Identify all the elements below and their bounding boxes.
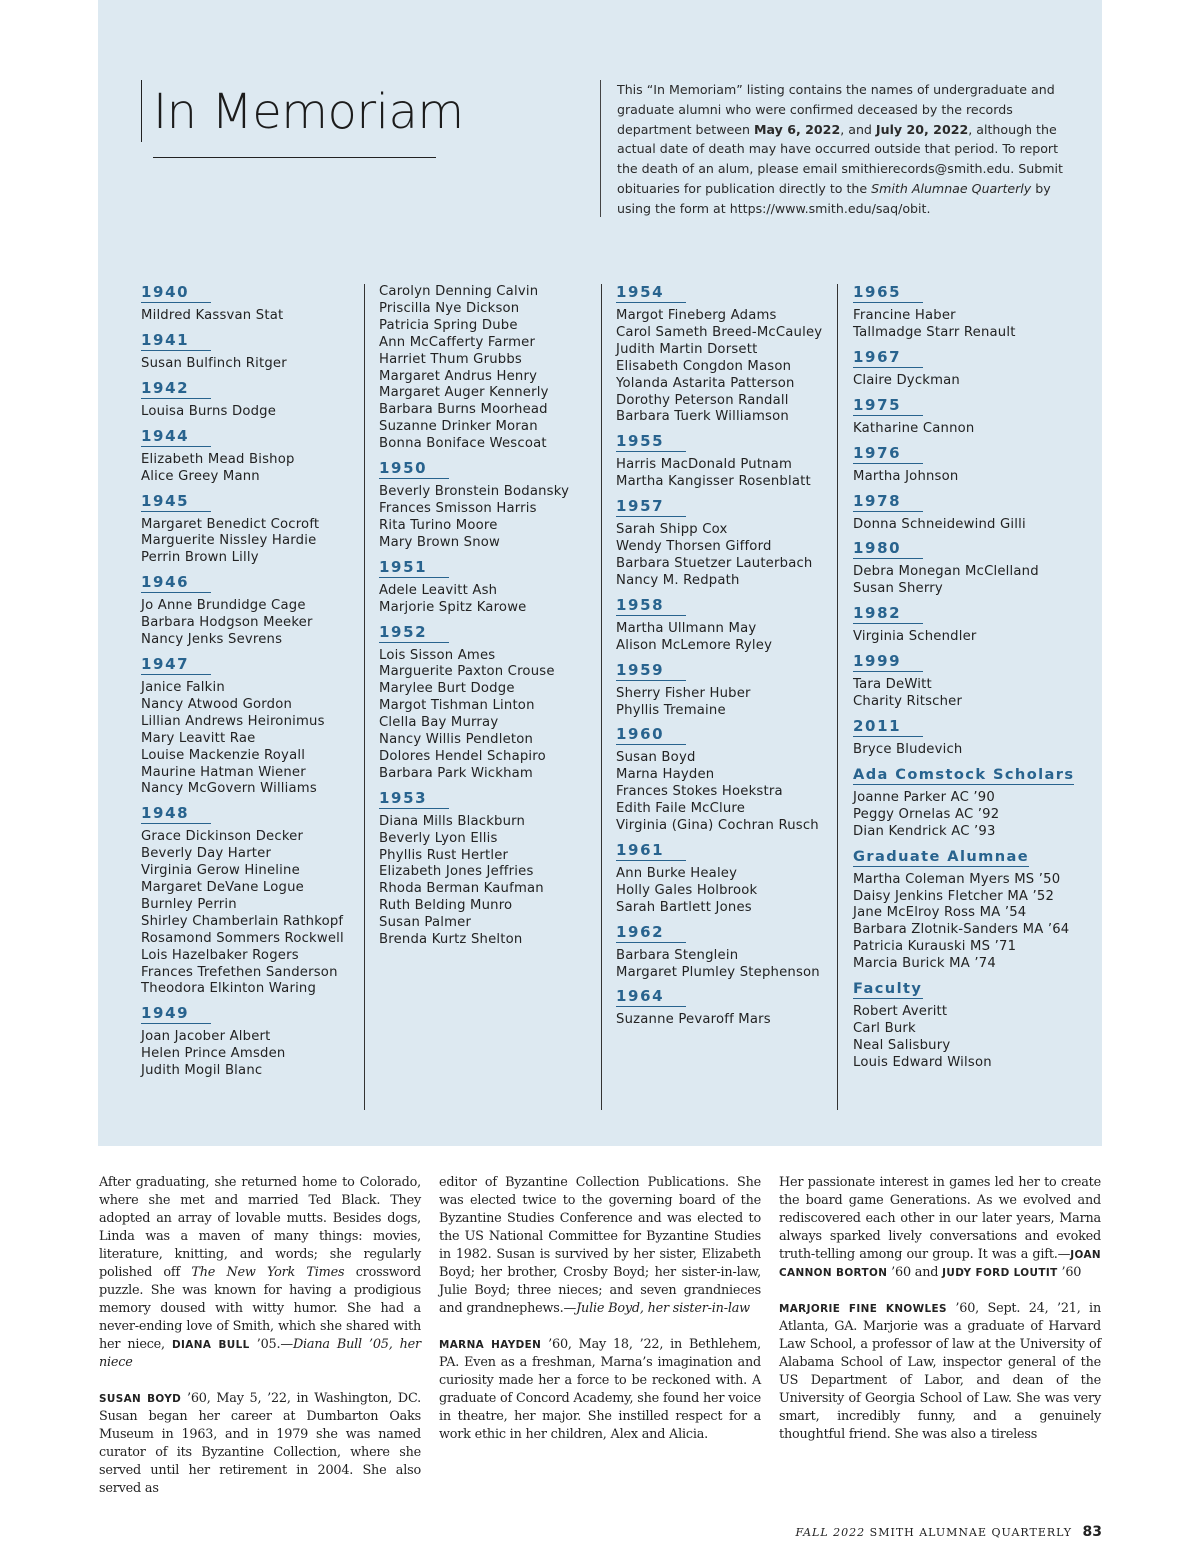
year-group	[379, 284, 601, 453]
year-heading: 1944	[141, 428, 211, 447]
alum-name: Martha Ullmann May	[616, 620, 757, 636]
intro-paragraph	[617, 80, 1070, 219]
alum-name: Margaret Benedict Cocroft	[141, 516, 320, 532]
alum-name: Harriet Thum Grubbs	[379, 351, 522, 367]
alum-name: Debra Monegan McClelland	[853, 564, 1039, 580]
alum-name: Susan Palmer	[379, 915, 472, 931]
alum-name: Dolores Hendel Schapiro	[379, 748, 546, 764]
obit-text: crossword puzzle. She was known for having a prodigious memory doused with witty humor. She had a never-ending love of Smith, which she shared with her niece,	[99, 1265, 421, 1352]
alum-name: Lois Hazelbaker Rogers	[141, 947, 299, 963]
year-group	[853, 493, 1093, 534]
alum-name: Dian Kendrick AC ’93	[853, 823, 996, 839]
alum-name: Bryce Bludevich	[853, 741, 963, 757]
intro-text	[600, 80, 1070, 217]
obit-text: ’60, May 5, ’22, in Washington, DC. Susan began her career at Dumbarton Oaks Museum in 1963, and in 1979 she was named curator of its Byzantine Collection, where she served until her retirement in 2004. She also served as	[99, 1391, 421, 1496]
obit-text: After graduating, she returned home to Colorado, where she met and married Ted Black. They adopted an array of lovable mutts. Besides dogs, Linda was a maven of many things: movies, literature, knitting, and words; she regularly polished off	[99, 1175, 421, 1280]
year-heading: 1965	[853, 284, 923, 303]
year-group	[141, 805, 364, 998]
year-group	[616, 988, 837, 1029]
alum-name: Adele Leavitt Ash	[379, 582, 498, 598]
title-rule	[153, 157, 436, 158]
obit-name: JOAN CANNON BORTON	[779, 1249, 1101, 1279]
alum-name: Barbara Stuetzer Lauterbach	[616, 555, 813, 571]
alum-name: Rita Turino Moore	[379, 517, 498, 533]
alum-name: Beverly Bronstein Bodansky	[379, 484, 570, 500]
alum-name: Tallmadge Starr Renault	[853, 324, 1016, 340]
alum-name: Ann McCafferty Farmer	[379, 334, 536, 350]
alum-name: Beverly Day Harter	[141, 846, 272, 862]
obit-text: ’60, May 18, ’22, in Bethlehem, PA. Even as a freshman, Marna’s imagination and curiosity made her a force to be reckoned with. A graduate of Concord Academy, she found her voice in theatre, her major. She instilled respect for a work ethic in her children, Alex and Alicia.	[439, 1337, 761, 1442]
alum-name: Barbara Burns Moorhead	[379, 402, 548, 418]
alum-name: Marylee Burt Dodge	[379, 681, 515, 697]
obit-italic: The New York Times	[191, 1265, 345, 1280]
obituary-paragraph	[779, 1300, 1101, 1444]
alum-name: Joanne Parker AC ’90	[853, 789, 995, 805]
obituary-paragraph	[439, 1336, 761, 1444]
alum-name: Carolyn Denning Calvin	[379, 284, 539, 299]
year-group	[853, 349, 1093, 390]
alum-name: Barbara Tuerk Williamson	[616, 409, 789, 425]
year-group	[141, 380, 364, 421]
obit-text: ’60	[1057, 1265, 1082, 1280]
year-group	[616, 284, 837, 426]
year-group	[853, 605, 1093, 646]
alum-name: Bonna Boniface Wescoat	[379, 436, 547, 452]
alum-name: Clella Bay Murray	[379, 715, 499, 731]
year-heading: 1958	[616, 597, 686, 616]
year-heading: 1946	[141, 574, 211, 593]
year-heading: 1941	[141, 332, 211, 351]
alum-name: Barbara Park Wickham	[379, 765, 533, 781]
year-group	[379, 460, 601, 552]
alum-name: Claire Dyckman	[853, 372, 960, 388]
intro-date-start: May 6, 2022	[753, 121, 841, 137]
year-heading: 1960	[616, 726, 686, 745]
alum-name: Elisabeth Congdon Mason	[616, 358, 792, 374]
alum-name: Perrin Brown Lilly	[141, 550, 259, 566]
year-group	[616, 597, 837, 655]
alum-name: Margaret Plumley Stephenson	[616, 964, 820, 980]
year-group	[853, 445, 1093, 486]
alum-name: Mildred Kassvan Stat	[141, 308, 284, 323]
alum-name: Mary Leavitt Rae	[141, 730, 256, 746]
alum-name: Barbara Zlotnik-Sanders MA ’64	[853, 922, 1070, 938]
alum-name: Nancy Jenks Sevrens	[141, 632, 283, 648]
year-heading: 1967	[853, 349, 923, 368]
alum-name: Patricia Spring Dube	[379, 317, 518, 333]
year-heading: 1951	[379, 559, 449, 578]
names-column-1	[141, 284, 365, 1110]
year-group	[853, 653, 1093, 711]
year-group	[141, 284, 364, 325]
alum-name: Margaret DeVane Logue	[141, 880, 304, 896]
intro-publication: Smith Alumnae Quarterly	[871, 180, 1032, 196]
year-group	[141, 428, 364, 486]
obit-name: MARNA HAYDEN	[439, 1339, 542, 1351]
alum-name: Beverly Lyon Ellis	[379, 830, 498, 846]
obituary-paragraph	[439, 1174, 761, 1318]
alum-name: Ann Burke Healey	[616, 865, 738, 881]
alum-name: Judith Martin Dorsett	[616, 341, 758, 357]
year-heading: 1975	[853, 397, 923, 416]
alum-name: Lois Sisson Ames	[379, 647, 496, 663]
alum-name: Frances Trefethen Sanderson	[141, 964, 338, 980]
page-number: 83	[1082, 1524, 1102, 1540]
year-heading: 1976	[853, 445, 923, 464]
year-group	[379, 559, 601, 617]
year-heading: 1978	[853, 493, 923, 512]
alum-name: Alice Greey Mann	[141, 468, 260, 484]
year-heading: 2011	[853, 718, 923, 737]
group-gap	[853, 841, 1093, 848]
alum-name: Marna Hayden	[616, 767, 715, 783]
page-footer	[795, 1524, 1102, 1540]
alum-name: Jo Anne Brundidge Cage	[141, 598, 306, 614]
alum-name: Virginia Gerow Hineline	[141, 863, 300, 879]
year-group	[141, 1005, 364, 1080]
alum-name: Robert Averitt	[853, 1004, 948, 1020]
obit-name: JUDY FORD LOUTIT	[942, 1267, 1058, 1279]
alum-name: Susan Bulfinch Ritger	[141, 355, 287, 371]
alum-name: Francine Haber	[853, 308, 956, 323]
year-group	[853, 397, 1093, 438]
alum-name: Neal Salisbury	[853, 1037, 951, 1053]
alum-name: Phyllis Rust Hertler	[379, 847, 509, 863]
alum-name: Dorothy Peterson Randall	[616, 392, 789, 408]
year-heading: 1962	[616, 924, 686, 943]
alum-name: Judith Mogil Blanc	[141, 1063, 263, 1079]
alum-name: Edith Faile McClure	[616, 801, 746, 817]
alum-name: Peggy Ornelas AC ’92	[853, 806, 1000, 822]
year-heading: 1982	[853, 605, 923, 624]
year-heading: 1999	[853, 653, 923, 672]
alum-name: Marguerite Nissley Hardie	[141, 533, 317, 549]
year-group	[616, 924, 837, 982]
names-column-2	[379, 284, 602, 1110]
alum-name: Susan Boyd	[616, 750, 696, 766]
year-group	[616, 842, 837, 917]
title-bar	[141, 80, 142, 142]
alum-name: Margot Tishman Linton	[379, 698, 535, 714]
alum-name: Yolanda Astarita Patterson	[616, 375, 795, 391]
intro-text-3: , although the actual date of death may have occurred outside that period. To report the death of an alum, please email smithierecords@smith.edu. Submit obituaries for publication directly to the	[617, 121, 1063, 196]
year-group	[853, 284, 1093, 342]
year-heading: 1961	[616, 842, 686, 861]
year-group	[141, 332, 364, 373]
alum-name: Frances Smisson Harris	[379, 500, 537, 516]
alum-name: Nancy Atwood Gordon	[141, 696, 293, 712]
alum-name: Alison McLemore Ryley	[616, 637, 773, 653]
intro-text-2: , and	[840, 121, 876, 137]
year-heading: 1940	[141, 284, 211, 303]
year-heading: 1948	[141, 805, 211, 824]
alum-name: Elizabeth Jones Jeffries	[379, 864, 534, 880]
alum-name: Priscilla Nye Dickson	[379, 300, 520, 316]
obit-text: ’05.—	[249, 1337, 293, 1352]
alum-name: Carl Burk	[853, 1020, 916, 1036]
alum-name: Helen Prince Amsden	[141, 1046, 286, 1062]
year-heading: 1947	[141, 656, 211, 675]
obituary-column-3	[779, 1174, 1101, 1444]
year-heading: 1942	[141, 380, 211, 399]
year-group	[616, 498, 837, 590]
year-heading: 1980	[853, 540, 923, 559]
year-heading: 1957	[616, 498, 686, 517]
alum-name: Margot Fineberg Adams	[616, 308, 777, 323]
year-heading: Ada Comstock Scholars	[853, 765, 1075, 783]
alum-name: Patricia Kurauski MS ’71	[853, 939, 1017, 955]
alum-name: Donna Schneidewind Gilli	[853, 516, 1026, 532]
obit-signature: Diana Bull ’05, her niece	[99, 1337, 421, 1370]
alum-name: Louise Mackenzie Royall	[141, 747, 306, 763]
alum-name: Joan Jacober Albert	[141, 1029, 271, 1045]
obituary-column-1	[99, 1174, 421, 1498]
year-heading: Faculty	[853, 980, 923, 998]
alum-name: Suzanne Pevaroff Mars	[616, 1012, 771, 1028]
obit-text: ’60 and	[887, 1265, 943, 1280]
alum-name: Martha Kangisser Rosenblatt	[616, 474, 811, 490]
names-column-3	[616, 284, 838, 1110]
year-heading: 1950	[379, 460, 449, 479]
alum-name: Frances Stokes Hoekstra	[616, 784, 783, 800]
alum-name: Margaret Andrus Henry	[379, 368, 538, 384]
obit-text: ’60, Sept. 24, ’21, in Atlanta, GA. Marjorie was a graduate of Harvard Law School, a professor of law at the University of Alabama School of Law, inspector general of the US Department of Labor, and dean of the University of Georgia School of Law. She was very smart, incredibly funny, and a genuinely thoughtful friend. She was also a tireless	[779, 1301, 1101, 1442]
alum-name: Shirley Chamberlain Rathkopf	[141, 913, 344, 929]
obit-name: SUSAN BOYD	[99, 1393, 182, 1405]
year-heading: 1964	[616, 988, 686, 1007]
alum-name: Brenda Kurtz Shelton	[379, 932, 523, 948]
intro-text-4: by using the form at https://www.smith.edu/saq/obit.	[617, 180, 1051, 216]
alum-name: Margaret Auger Kennerly	[379, 385, 549, 401]
alum-name: Daisy Jenkins Fletcher MA ’52	[853, 888, 1055, 904]
alum-name: Charity Ritscher	[853, 694, 963, 710]
year-group	[853, 718, 1093, 759]
names-column-4	[853, 284, 1093, 1110]
year-group	[141, 574, 364, 649]
alum-name: Mary Brown Snow	[379, 534, 501, 550]
page-title: In Memoriam	[153, 84, 464, 140]
alum-name: Barbara Stenglein	[616, 947, 739, 963]
alum-name: Martha Coleman Myers MS ’50	[853, 871, 1061, 887]
alum-name: Holly Gales Holbrook	[616, 882, 758, 898]
alum-name: Virginia (Gina) Cochran Rusch	[616, 818, 819, 834]
year-group	[853, 848, 1093, 973]
alum-name: Rosamond Sommers Rockwell	[141, 930, 344, 946]
alum-name: Rhoda Berman Kaufman	[379, 881, 544, 897]
alum-name: Wendy Thorsen Gifford	[616, 539, 772, 555]
alum-name: Elizabeth Mead Bishop	[141, 451, 295, 467]
intro-date-end: July 20, 2022	[875, 121, 969, 137]
year-heading: 1949	[141, 1005, 211, 1024]
year-heading: 1955	[616, 433, 686, 452]
alum-name: Nancy Willis Pendleton	[379, 732, 534, 748]
alum-name: Martha Johnson	[853, 468, 959, 484]
obituary-paragraph	[99, 1390, 421, 1498]
year-heading: 1952	[379, 624, 449, 643]
year-heading: 1954	[616, 284, 686, 303]
obituary-paragraph	[99, 1174, 421, 1372]
alum-name: Ruth Belding Munro	[379, 898, 513, 914]
obit-text: Her passionate interest in games led her to create the board game Generations. As we evolved and rediscovered each other in our later years, Marna always sparked lively conversations and evoked truth-telling among our group. It was a gift.—	[779, 1175, 1101, 1262]
alum-name: Louisa Burns Dodge	[141, 403, 277, 419]
alum-name: Tara DeWitt	[853, 677, 932, 693]
alum-name: Burnley Perrin	[141, 896, 237, 912]
alum-name: Marjorie Spitz Karowe	[379, 599, 527, 615]
alum-name: Marcia Burick MA ’74	[853, 956, 996, 972]
alum-name: Phyllis Tremaine	[616, 702, 726, 718]
year-group	[379, 790, 601, 949]
obit-signature: Julie Boyd, her sister-in-law	[576, 1301, 750, 1316]
alum-name: Janice Falkin	[141, 679, 225, 695]
obituary-column-2	[439, 1174, 761, 1444]
year-group	[141, 656, 364, 798]
alum-name: Lillian Andrews Heironimus	[141, 713, 325, 729]
obit-name: DIANA BULL	[171, 1339, 250, 1351]
year-group	[616, 662, 837, 720]
alum-name: Katharine Cannon	[853, 420, 975, 436]
alum-name: Nancy M. Redpath	[616, 572, 740, 588]
alum-name: Sarah Bartlett Jones	[616, 899, 752, 915]
alum-name: Louis Edward Wilson	[853, 1054, 992, 1070]
alum-name: Carol Sameth Breed-McCauley	[616, 324, 823, 340]
alum-name: Jane McElroy Ross MA ’54	[853, 905, 1027, 921]
year-heading: 1945	[141, 493, 211, 512]
footer-issue: FALL 2022	[795, 1526, 866, 1539]
alum-name: Virginia Schendler	[853, 629, 977, 645]
alum-name: Sarah Shipp Cox	[616, 522, 728, 538]
year-group	[616, 433, 837, 491]
obituary-paragraph	[779, 1174, 1101, 1282]
alum-name: Diana Mills Blackburn	[379, 813, 526, 829]
year-group	[379, 624, 601, 783]
alum-name: Grace Dickinson Decker	[141, 829, 304, 845]
group-gap	[853, 973, 1093, 980]
alum-name: Maurine Hatman Wiener	[141, 764, 306, 780]
year-group	[616, 726, 837, 835]
year-heading: 1953	[379, 790, 449, 809]
year-group	[853, 980, 1093, 1072]
alum-name: Barbara Hodgson Meeker	[141, 615, 313, 631]
year-group	[853, 540, 1093, 598]
alum-name: Theodora Elkinton Waring	[141, 981, 317, 997]
alum-name: Nancy McGovern Williams	[141, 781, 317, 797]
alum-name: Susan Sherry	[853, 581, 943, 597]
year-group	[853, 766, 1093, 841]
alum-name: Sherry Fisher Huber	[616, 685, 751, 701]
year-heading: Graduate Alumnae	[853, 847, 1030, 865]
obit-name: MARJORIE FINE KNOWLES	[779, 1303, 947, 1315]
alum-name: Marguerite Paxton Crouse	[379, 664, 555, 680]
alum-name: Harris MacDonald Putnam	[616, 457, 793, 473]
alum-name: Suzanne Drinker Moran	[379, 419, 538, 435]
footer-magazine: SMITH ALUMNAE QUARTERLY	[869, 1526, 1073, 1539]
year-heading: 1959	[616, 662, 686, 681]
group-gap	[853, 759, 1093, 766]
intro-text-1: This “In Memoriam” listing contains the names of undergraduate and graduate alumni who were confirmed deceased by the records department between	[617, 82, 1055, 137]
obit-text: editor of Byzantine Collection Publications. She was elected twice to the governing board of the Byzantine Studies Conference and was elected to the US National Committee for Byzantine Studies in 1982. Susan is survived by her sister, Elizabeth Boyd; her brother, Crosby Boyd; her sister-in-law, Julie Boyd; three nieces; and seven grandnieces and grandnephews.—	[439, 1175, 761, 1316]
year-group	[141, 493, 364, 568]
